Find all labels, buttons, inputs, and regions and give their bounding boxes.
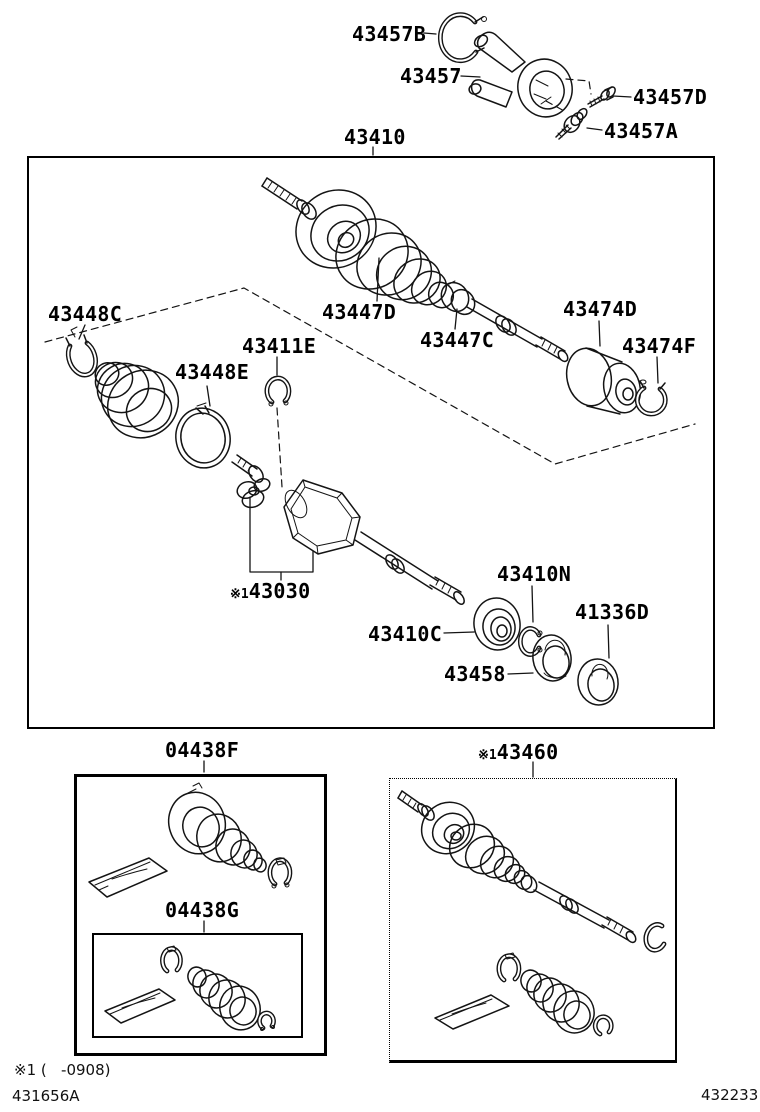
drawing-04438g-boot — [185, 965, 265, 1035]
part-label-43447D — [322, 302, 396, 322]
drawing-04438f-clamp — [270, 858, 290, 888]
part-number: 43457B — [352, 22, 427, 46]
drawing-outer-shaft-assembly — [262, 174, 458, 312]
part-label-43474D — [563, 299, 637, 319]
part-number: 43457 — [400, 64, 462, 88]
part-label-43448C — [48, 304, 122, 324]
drawing-04438g-grease-pack — [105, 989, 175, 1023]
part-label-43460 — [478, 742, 558, 762]
part-label-43410C — [368, 624, 442, 644]
drawing-43448e-clamp — [170, 403, 235, 473]
part-number: 43460 — [496, 740, 559, 764]
part-number: 04438F — [165, 738, 240, 762]
drawing-43030-tripod — [232, 455, 272, 510]
part-label-43457B — [352, 24, 426, 44]
footnote-ref-mark: ※1 — [478, 748, 497, 763]
drawing-04438f-boot — [161, 783, 268, 874]
part-number: 43474F — [622, 334, 697, 358]
part-number: 43448E — [175, 360, 250, 384]
footnote-ref-mark: ※1 — [230, 587, 249, 602]
part-number: 43447C — [420, 328, 495, 352]
drawing-41336d-seal — [575, 656, 621, 707]
part-label-43410N — [497, 564, 571, 584]
part-number: 43410N — [497, 562, 572, 586]
part-label-41336D — [575, 602, 649, 622]
drawing-43458-ring — [530, 633, 574, 684]
drawing-43410c-bearing — [471, 595, 524, 653]
part-number: 43457D — [633, 85, 708, 109]
drawing-43460-kit — [435, 953, 611, 1038]
part-label-43410 — [344, 127, 406, 147]
part-number: 43411E — [242, 334, 317, 358]
drawing-43474f-clip — [637, 380, 665, 414]
part-label-43030 — [230, 581, 310, 601]
figure-code-left: 431656A — [12, 1087, 80, 1105]
part-label-43447C — [420, 330, 494, 350]
figure-code-right: 432233 — [701, 1086, 759, 1104]
part-label-43457A — [604, 121, 678, 141]
drawing-04438f-grease-pack — [89, 858, 167, 897]
drawing-43411e-snap-ring — [267, 378, 289, 406]
part-number: 43447D — [322, 300, 397, 324]
drawing-43457d-bolt — [588, 85, 617, 107]
leader-lines — [79, 33, 658, 932]
part-number: 43448C — [48, 302, 123, 326]
part-number: 43030 — [248, 579, 311, 603]
drawing-43447c-ring — [436, 277, 480, 319]
drawing-04438g-clamp — [162, 946, 180, 971]
part-number: 43474D — [563, 297, 638, 321]
part-label-43458 — [444, 664, 506, 684]
part-number: 43457A — [604, 119, 679, 143]
part-number: 41336D — [575, 600, 650, 624]
part-label-43474F — [622, 336, 696, 356]
part-label-43457 — [400, 66, 462, 86]
drawing-43460-assembly — [398, 791, 664, 950]
part-number: 04438G — [165, 898, 240, 922]
part-label-43448E — [175, 362, 249, 382]
part-label-43411E — [242, 336, 316, 356]
drawing-04438g-clip — [259, 1013, 274, 1030]
part-number: 43410 — [344, 125, 406, 149]
part-number: 43410C — [368, 622, 443, 646]
footnote-applicability: ※1 ( -0908) — [14, 1061, 111, 1079]
part-label-43457D — [633, 87, 707, 107]
part-label-04438F — [165, 740, 239, 760]
part-label-04438G — [165, 900, 239, 920]
part-number: 43458 — [444, 662, 506, 686]
